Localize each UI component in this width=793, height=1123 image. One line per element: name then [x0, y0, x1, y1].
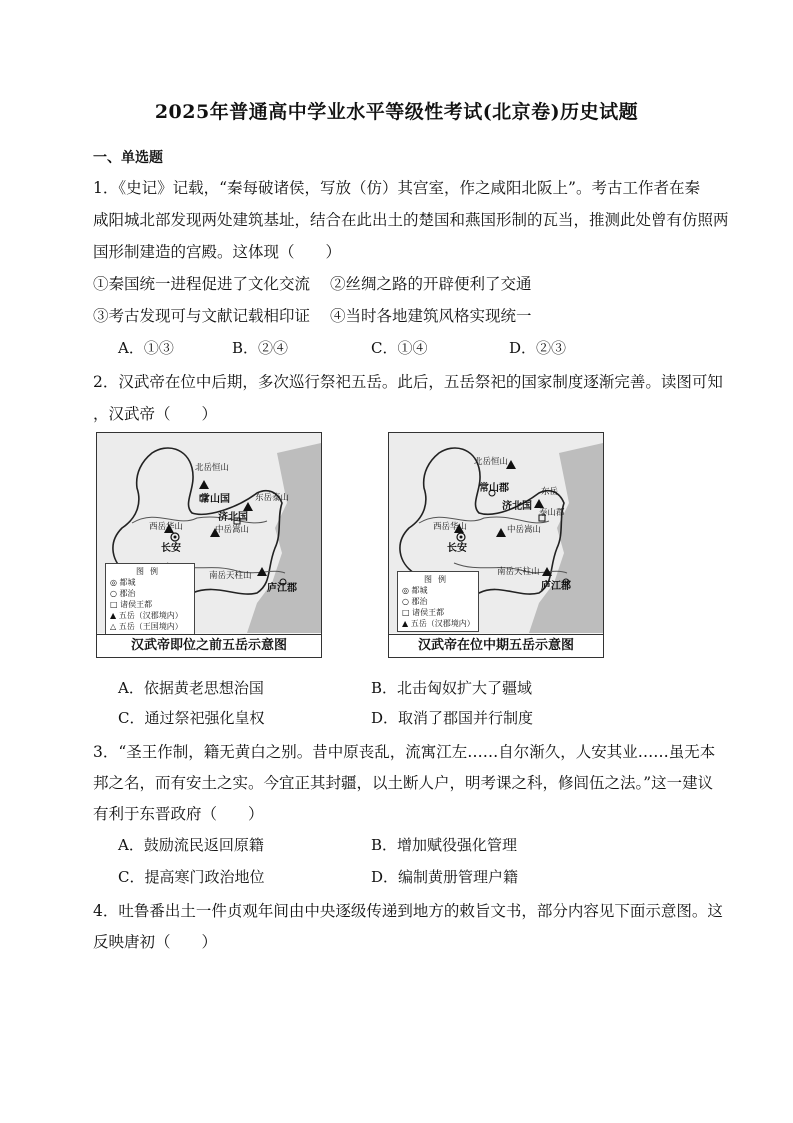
map1-legend: [105, 563, 195, 635]
map1-legend-item: △ 五岳（王国境内）: [110, 622, 183, 631]
map2-label-east-mountain: 东岳: [541, 487, 559, 497]
q3-option-b: B．增加赋役强化管理: [371, 836, 518, 854]
section-heading: 一、单选题: [93, 150, 163, 166]
map1-label-changan: 长安: [161, 543, 181, 554]
map-mid-reign: [388, 432, 604, 658]
map2-label-taishan: 泰山郡: [539, 508, 565, 518]
q4-line-2: 反映唐初（ ）: [93, 933, 218, 951]
q2-option-b: B．北击匈奴扩大了疆域: [371, 679, 533, 697]
q3-option-c: C．提高寒门政治地位: [118, 868, 265, 886]
page-title: 2025年普通高中学业水平等级性考试(北京卷)历史试题: [154, 101, 639, 123]
map2-caption: 汉武帝在位中期五岳示意图: [389, 634, 603, 657]
map1-label-middle-mountain: 中岳嵩山: [215, 525, 250, 535]
map2-label-changshan: 常山郡: [479, 483, 509, 494]
q2-line-2: ，汉武帝（ ）: [93, 405, 218, 423]
map1-label-south-mountain: 南岳天柱山: [209, 571, 252, 581]
map1-legend-item: ▲ 五岳（汉郡境内）: [110, 611, 183, 620]
map1-legend-title: 图例: [136, 567, 164, 576]
q1-line-2: 咸阳城北部发现两处建筑基址，结合在此出土的楚国和燕国形制的瓦当，推测此处曾有仿照两: [93, 211, 729, 229]
q1-option-d: D．②③: [509, 339, 567, 357]
map1-label-jibei: 济北国: [218, 512, 248, 523]
map2-label-jibei: 济北国: [502, 501, 532, 512]
map2-label-lujiang: 庐江郡: [541, 581, 571, 592]
map2-legend-item: ▲ 五岳（汉郡境内）: [402, 619, 475, 628]
q1-line-3: 国形制建造的宫殿。这体现（ ）: [93, 243, 342, 261]
q4-line-1: 4．吐鲁番出土一件贞观年间由中央逐级传递到地方的敕旨文书，部分内容见下面示意图。这: [93, 902, 723, 920]
map2-label-changan: 长安: [447, 543, 467, 554]
map2-legend-title: 图例: [424, 575, 452, 584]
q3-line-2: 邦之名，而有安土之实。今宜正其封疆，以土断人户，明考课之科，修闾伍之法。”这一建议: [93, 774, 714, 792]
map2-legend-item: ◎ 都城: [402, 586, 428, 595]
map1-label-north-mountain: 北岳恒山: [195, 463, 230, 473]
map2-label-north-mountain: 北岳恒山: [474, 457, 509, 467]
map2-label-south-mountain: 南岳天柱山: [497, 567, 540, 577]
q1-option-b: B．②④: [232, 339, 289, 357]
map1-label-lujiang: 庐江郡: [267, 583, 297, 594]
map2-label-middle-mountain: 中岳嵩山: [507, 525, 542, 535]
q3-option-d: D．编制黄册管理户籍: [371, 868, 519, 886]
map1-label-east-mountain: 东岳泰山: [255, 493, 290, 503]
q1-item-1: ①秦国统一进程促进了文化交流: [93, 275, 311, 293]
map1-label-west-mountain: 西岳华山: [149, 522, 184, 532]
map1-legend-item: □ 诸侯王都: [110, 600, 153, 609]
q2-option-c: C．通过祭祀强化皇权: [118, 709, 265, 727]
q3-line-3: 有利于东晋政府（ ）: [93, 805, 264, 823]
q2-option-d: D．取消了郡国并行制度: [371, 709, 534, 727]
map1-caption: 汉武帝即位之前五岳示意图: [97, 634, 321, 657]
q3-option-a: A．鼓励流民返回原籍: [118, 836, 264, 854]
q2-option-a: A．依据黄老思想治国: [118, 679, 264, 697]
q1-item-4: ④当时各地建筑风格实现统一: [330, 307, 532, 325]
map2-legend-item: □ 诸侯王都: [402, 608, 445, 617]
q1-item-2: ②丝绸之路的开辟便利了交通: [330, 275, 532, 293]
map1-legend-item: ◎ 都城: [110, 578, 136, 587]
map2-legend: [397, 571, 479, 632]
q1-option-a: A．①③: [118, 339, 174, 357]
map2-legend-item: ○ 郡治: [402, 597, 428, 606]
map1-label-changshan: 常山国: [200, 494, 230, 505]
q1-option-c: C．①④: [371, 339, 428, 357]
q1-item-3: ③考古发现可与文献记载相印证: [93, 307, 311, 325]
q3-line-1: 3．“圣王作制，籍无黄白之别。昔中原丧乱，流寓江左……自尔渐久，人安其业……虽无本: [93, 743, 716, 761]
map-before-accession: [96, 432, 322, 658]
q1-line-1: 1．《史记》记载，“秦每破诸侯，写放（仿）其宫室，作之咸阳北阪上”。考古工作者在秦: [93, 179, 700, 197]
map1-legend-item: ○ 郡治: [110, 589, 136, 598]
map2-label-west-mountain: 西岳华山: [433, 522, 468, 532]
q2-line-1: 2．汉武帝在位中后期，多次巡行祭祀五岳。此后，五岳祭祀的国家制度逐渐完善。读图可知: [93, 373, 723, 391]
